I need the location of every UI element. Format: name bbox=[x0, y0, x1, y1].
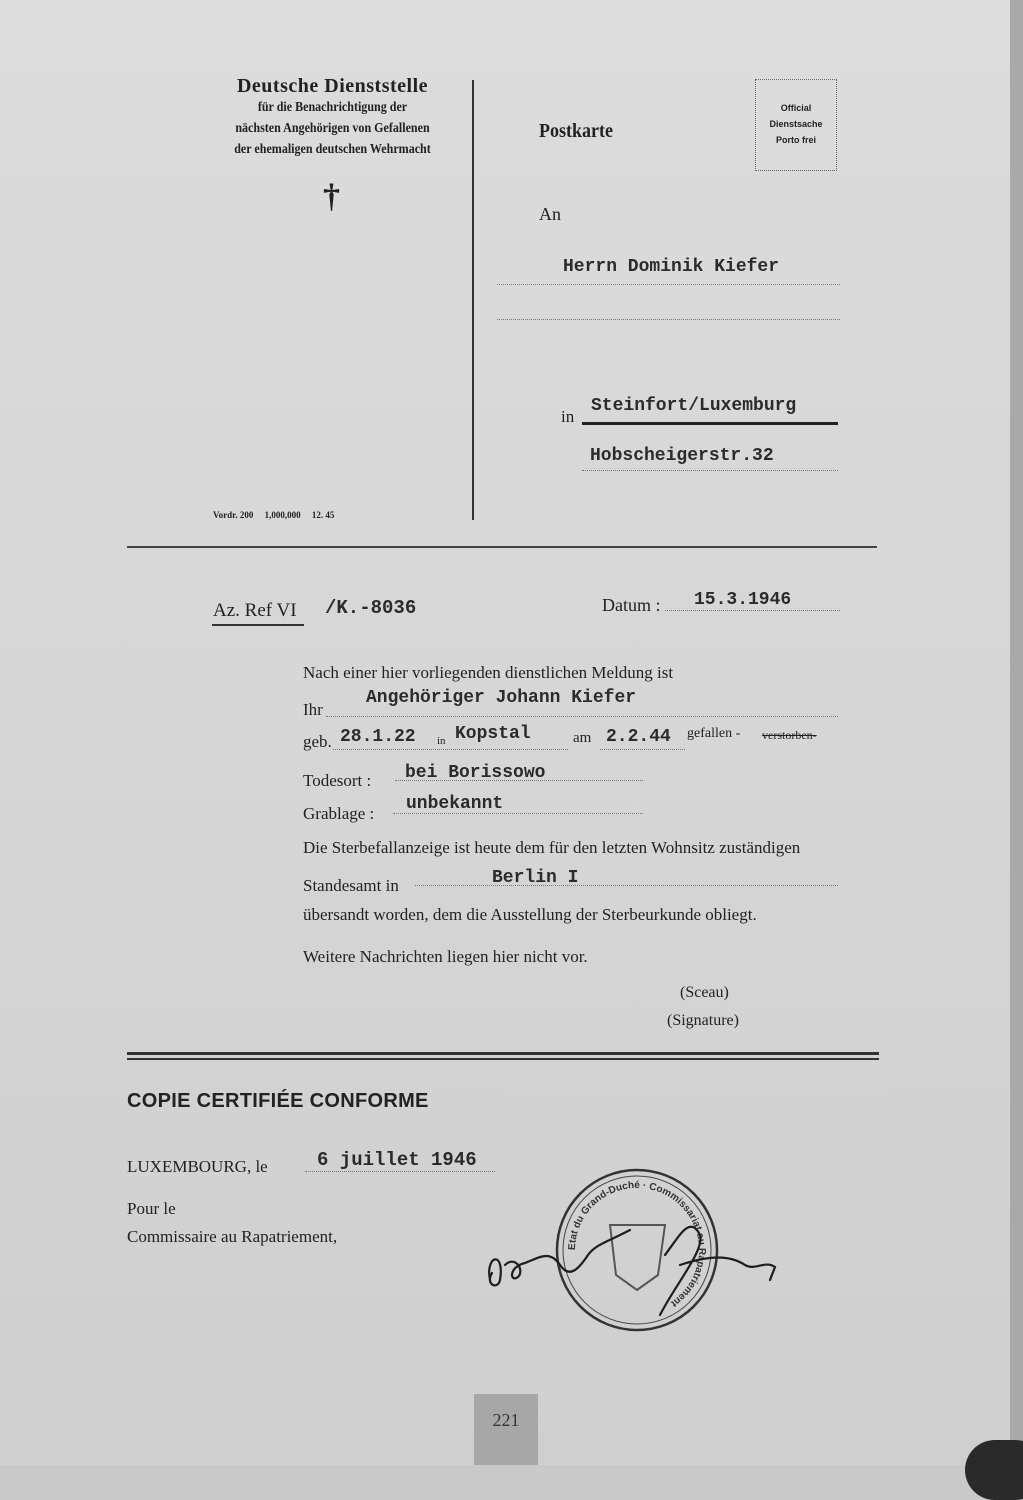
ihr-line bbox=[326, 716, 838, 717]
death-date: 2.2.44 bbox=[606, 727, 671, 747]
sender-line-1: für die Benachrichtigung der bbox=[257, 100, 408, 115]
relative-name: Angehöriger Johann Kiefer bbox=[366, 688, 637, 708]
date-line bbox=[665, 610, 840, 611]
certification-pour: Pour le bbox=[127, 1199, 176, 1218]
birth-label: geb. bbox=[303, 732, 332, 751]
stamp-line-1: Official bbox=[780, 103, 812, 113]
sender-title: Deutsche Dienststelle bbox=[236, 75, 429, 97]
in-label: in bbox=[561, 407, 575, 426]
stamp-line-3: Porto frei bbox=[775, 135, 816, 145]
fallen-label: gefallen - bbox=[687, 726, 741, 741]
grave-label: Grablage : bbox=[303, 804, 375, 823]
notice-intro: Nach einer hier vorliegenden dienstlichen Meldung ist bbox=[303, 663, 674, 682]
place-of-death-label: Todesort : bbox=[303, 771, 372, 790]
seal-inner-ring bbox=[563, 1176, 711, 1324]
died-label: verstorben- bbox=[762, 728, 817, 742]
certification-office: Commissaire au Rapatriement, bbox=[127, 1227, 338, 1246]
cross-icon: † bbox=[323, 178, 340, 215]
recipient-name: Herrn Dominik Kiefer bbox=[563, 257, 780, 277]
horizontal-divider bbox=[127, 546, 877, 548]
recipient-street: Hobscheigerstr.32 bbox=[590, 446, 774, 466]
stamp-line-2: Dienstsache bbox=[769, 119, 823, 129]
address-line-2 bbox=[497, 318, 840, 320]
sender-line-3: der ehemaligen deutschen Wehrmacht bbox=[234, 142, 431, 157]
double-rule-bottom bbox=[127, 1058, 879, 1060]
signature-label: (Signature) bbox=[667, 1012, 739, 1029]
grave-location: unbekannt bbox=[406, 794, 504, 814]
birth-place: Kopstal bbox=[455, 724, 531, 744]
certification-date: 6 juillet 1946 bbox=[317, 1149, 477, 1171]
reference-label: Az. Ref VI bbox=[213, 600, 297, 621]
date-label: Datum : bbox=[602, 595, 661, 615]
certification-title: COPIE CERTIFIÉE CONFORME bbox=[127, 1090, 429, 1112]
seal-outer-ring bbox=[557, 1170, 717, 1330]
book-spine-edge bbox=[1010, 0, 1023, 1465]
postcard-label: Postkarte bbox=[539, 120, 613, 142]
signature-stroke bbox=[489, 1227, 775, 1315]
death-date-label: am bbox=[573, 730, 592, 746]
reference-underline bbox=[212, 624, 304, 626]
sender-block bbox=[205, 76, 460, 160]
birth-line bbox=[333, 749, 568, 750]
official-seal-and-signature bbox=[480, 1155, 790, 1335]
birth-date: 28.1.22 bbox=[340, 727, 416, 747]
registry-line bbox=[415, 885, 838, 886]
vertical-divider bbox=[472, 80, 474, 520]
birth-in-label: in bbox=[437, 735, 446, 747]
death-date-line bbox=[600, 749, 685, 750]
sender-line-2: nächsten Angehörigen von Gefallenen bbox=[235, 121, 430, 136]
ihr-label: Ihr bbox=[303, 700, 323, 719]
double-rule-top bbox=[127, 1052, 879, 1055]
certification-date-line bbox=[305, 1171, 495, 1172]
corner-shadow bbox=[965, 1440, 1023, 1500]
recipient-city: Steinfort/Luxemburg bbox=[591, 396, 797, 416]
place-of-death: bei Borissowo bbox=[405, 763, 546, 783]
registry-office: Berlin I bbox=[492, 868, 579, 888]
seal-label: (Sceau) bbox=[680, 984, 729, 1001]
page-number: 221 bbox=[492, 1410, 520, 1430]
form-code: Vordr. 200 1,000,000 12. 45 bbox=[213, 510, 335, 520]
city-underline bbox=[582, 422, 838, 425]
registry-label: Standesamt in bbox=[303, 876, 399, 895]
postage-stamp-box bbox=[755, 79, 837, 171]
reference-number: /K.-8036 bbox=[325, 597, 417, 619]
to-label: An bbox=[539, 204, 561, 224]
seal-text: Etat du Grand-Duché · Commissariat au Rapatriement bbox=[566, 1179, 708, 1309]
street-line bbox=[582, 470, 838, 471]
date-value: 15.3.1946 bbox=[694, 590, 792, 610]
further-news-line: Weitere Nachrichten liegen hier nicht vor. bbox=[303, 947, 588, 966]
death-notice-line: Die Sterbefallanzeige ist heute dem für den letzten Wohnsitz zuständigen bbox=[303, 838, 801, 857]
sent-line: übersandt worden, dem die Ausstellung der Sterbeurkunde obliegt. bbox=[303, 905, 757, 924]
certification-place: LUXEMBOURG, le bbox=[127, 1157, 268, 1176]
